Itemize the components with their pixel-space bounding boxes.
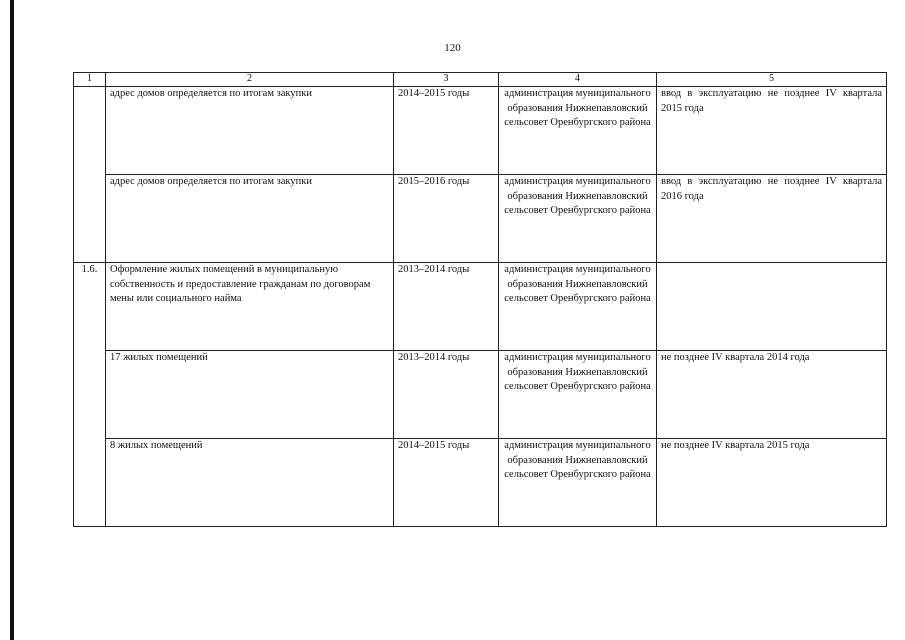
row-executor: администрация муниципального образования Нижнепавловский сельсовет Оренбургского района bbox=[499, 175, 657, 263]
header-cell-2: 2 bbox=[106, 73, 394, 87]
row-years: 2013–2014 годы bbox=[394, 351, 499, 439]
row-years: 2014–2015 годы bbox=[394, 87, 499, 175]
row-description: 8 жилых помещений bbox=[106, 439, 394, 527]
scan-edge-line bbox=[10, 0, 14, 640]
table-row bbox=[74, 439, 887, 527]
row-number-cell bbox=[74, 87, 106, 263]
header-cell-5: 5 bbox=[657, 73, 887, 87]
table-row bbox=[74, 263, 887, 351]
row-executor: администрация муниципального образования Нижнепавловский сельсовет Оренбургского района bbox=[499, 351, 657, 439]
table-row bbox=[74, 87, 887, 175]
row-executor: администрация муниципального образования Нижнепавловский сельсовет Оренбургского района bbox=[499, 263, 657, 351]
row-executor: администрация муниципального образования Нижнепавловский сельсовет Оренбургского района bbox=[499, 439, 657, 527]
row-years: 2015–2016 годы bbox=[394, 175, 499, 263]
table-header-row bbox=[74, 73, 887, 87]
row-description: 17 жилых помещений bbox=[106, 351, 394, 439]
header-cell-1: 1 bbox=[74, 73, 106, 87]
program-table bbox=[73, 72, 887, 527]
row-number-cell: 1.6. bbox=[74, 263, 106, 527]
row-deadline: ввод в эксплуатацию не позднее IV квартала 2015 года bbox=[657, 87, 887, 175]
table-row bbox=[74, 175, 887, 263]
page-number: 120 bbox=[444, 42, 461, 54]
table-row bbox=[74, 351, 887, 439]
header-cell-3: 3 bbox=[394, 73, 499, 87]
row-description: адрес домов определяется по итогам закупки bbox=[106, 87, 394, 175]
row-years: 2013–2014 годы bbox=[394, 263, 499, 351]
row-deadline bbox=[657, 263, 887, 351]
header-cell-4: 4 bbox=[499, 73, 657, 87]
row-deadline: не позднее IV квартала 2014 года bbox=[657, 351, 887, 439]
row-description: адрес домов определяется по итогам закупки bbox=[106, 175, 394, 263]
row-deadline: ввод в эксплуатацию не позднее IV квартала 2016 года bbox=[657, 175, 887, 263]
row-description: Оформление жилых помещений в муниципальную собственность и предоставление гражданам по договорам мены или социального найма bbox=[106, 263, 394, 351]
row-years: 2014–2015 годы bbox=[394, 439, 499, 527]
row-executor: администрация муниципального образования Нижнепавловский сельсовет Оренбургского района bbox=[499, 87, 657, 175]
row-deadline: не позднее IV квартала 2015 года bbox=[657, 439, 887, 527]
